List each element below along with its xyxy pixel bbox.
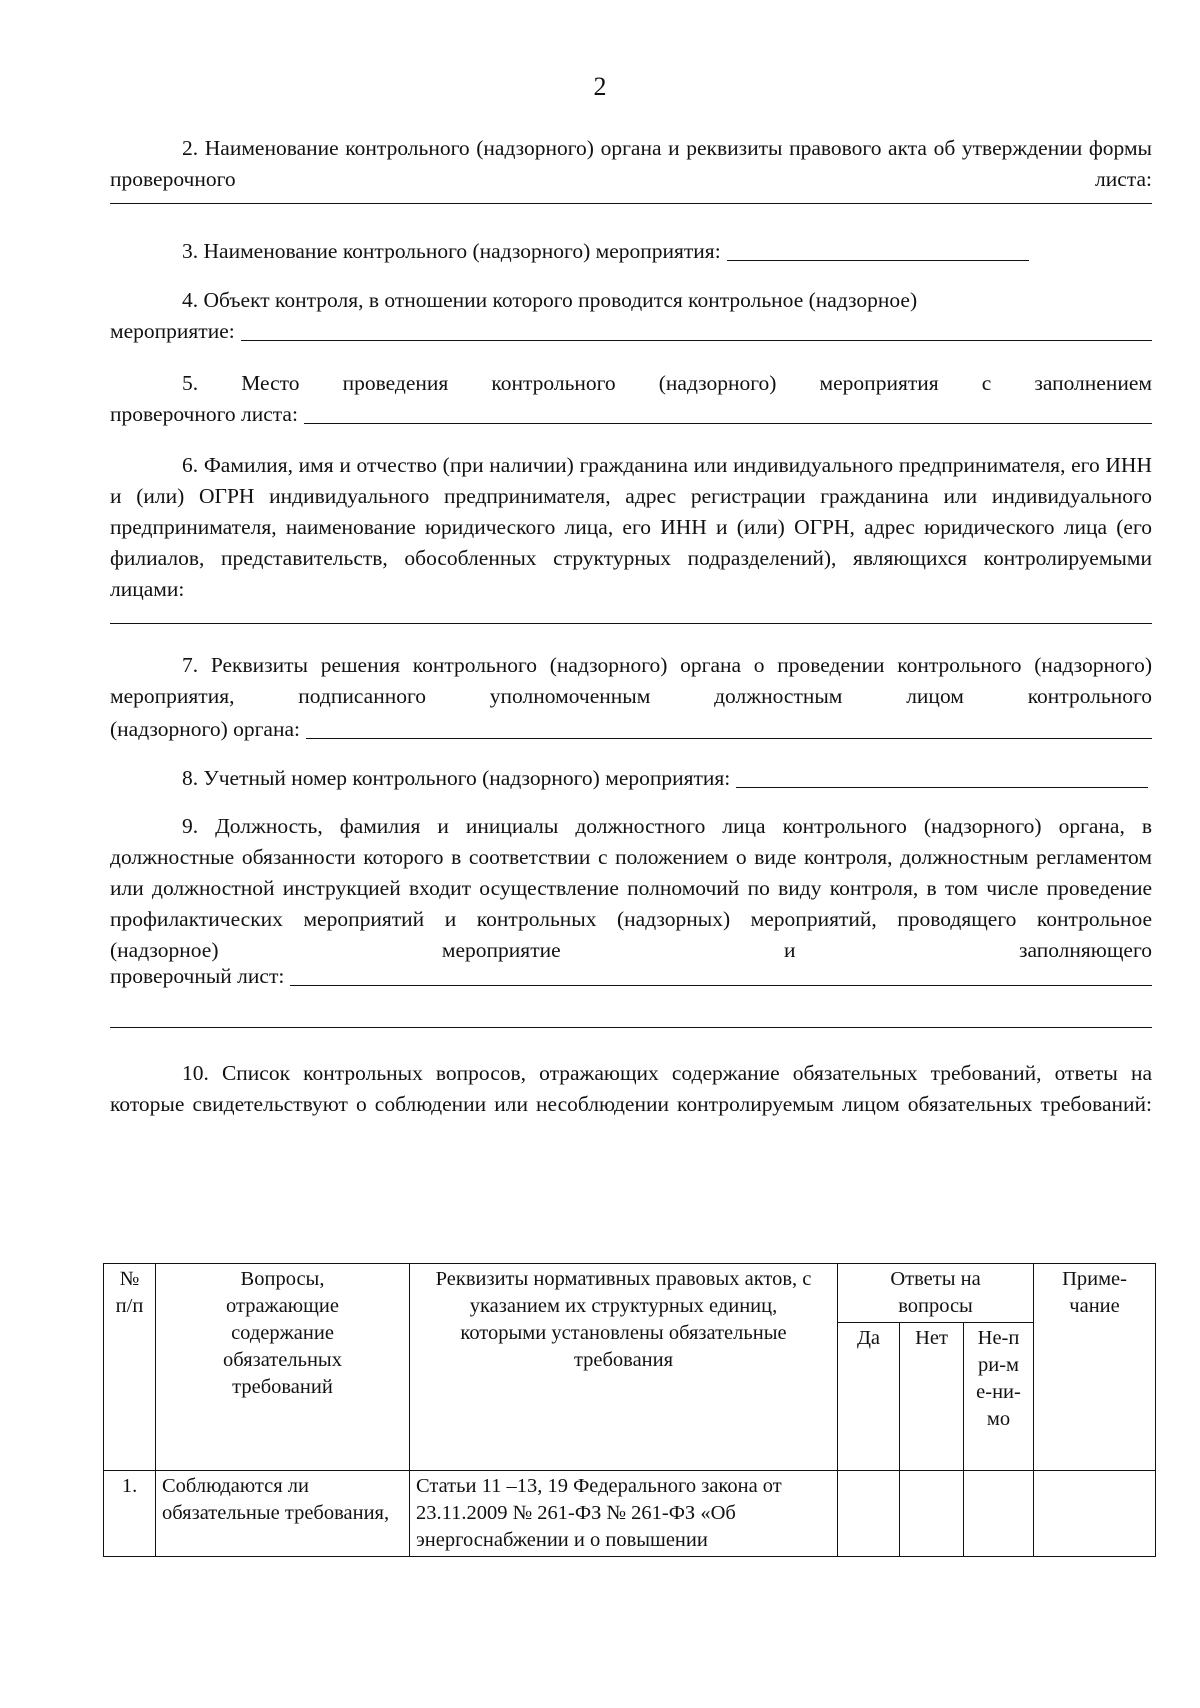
item-3-row — [110, 236, 1152, 267]
cell-not-applicable[interactable] — [964, 1471, 1034, 1557]
item-5-text: проверочного листа: — [110, 402, 298, 426]
cell-yes[interactable] — [838, 1471, 900, 1557]
header-answers: Ответы на вопросы — [838, 1264, 1034, 1323]
item-4-text: мероприятие: — [110, 319, 235, 343]
table-header-row-1 — [104, 1264, 1156, 1323]
item-9-fill-line — [290, 984, 1152, 986]
header-questions: Вопросы, отражающие содержание обязательных требований — [156, 1264, 410, 1471]
item-7-last-row — [110, 714, 1152, 745]
item-9-last-text: проверочный лист: — [110, 964, 285, 988]
item-4-line2-row — [110, 316, 1152, 347]
item-10-text: 10. Список контрольных вопросов, отражающих содержание обязательных требований, ответы на которые свидетельствуют о соблюдении или несоблюдении контролируемым лицом обязательных требований: — [110, 1061, 1152, 1116]
checklist-table — [103, 1263, 1156, 1557]
item-3-text: 3. Наименование контрольного (надзорного) мероприятия: — [182, 239, 721, 263]
item-3-fill-line — [727, 259, 1029, 261]
item-4-fill-line — [241, 339, 1152, 341]
header-not-applicable: Не-при-ме-ни-мо — [964, 1323, 1034, 1471]
item-5-line2-row — [110, 399, 1152, 430]
item-7-text: 7. Реквизиты решения контрольного (надзорного) органа о проведении контрольного (надзорного) мероприятия, подписанного уполномоченным должностным лицом контрольного — [110, 653, 1152, 708]
cell-question: Соблюдаются ли обязательные требования, — [156, 1471, 410, 1557]
header-num: № п/п — [104, 1264, 156, 1471]
cell-no[interactable] — [900, 1471, 964, 1557]
item-7-fill-line — [306, 737, 1152, 739]
header-requisites: Реквизиты нормативных правовых актов, с указанием их структурных единиц, которыми установлены обязательные требования — [410, 1264, 838, 1471]
item-9-last-row — [110, 961, 1152, 992]
item-8-row — [110, 763, 1148, 794]
cell-note[interactable] — [1034, 1471, 1156, 1557]
table-row — [104, 1471, 1156, 1557]
fill-line-item-2 — [110, 203, 1152, 204]
item-6-text: 6. Фамилия, имя и отчество (при наличии) гражданина или индивидуального предпринимателя, его ИНН и (или) ОГРН индивидуального предпринимателя, адрес регистрации гражданина или индивидуального предпринимателя, наименование юридического лица, его ИНН и (или) ОГРН, адрес юридического лица (его филиалов, представительств, обособленных структурных подразделений), являющихся контролируемыми лицами: — [110, 453, 1152, 601]
cell-num: 1. — [104, 1471, 156, 1557]
header-note: Приме-чание — [1034, 1264, 1156, 1471]
item-2-text: 2. Наименование контрольного (надзорного) органа и реквизиты правового акта об утверждении формы проверочного листа: — [110, 136, 1152, 191]
item-4-line1: 4. Объект контроля, в отношении которого проводится контрольное (надзорное) — [182, 288, 918, 312]
item-5-line1: 5. Место проведения контрольного (надзорного) мероприятия с заполнением — [182, 371, 1152, 395]
item-8-fill-line — [736, 786, 1148, 788]
fill-line-item-9 — [110, 1027, 1152, 1028]
item-8-text: 8. Учетный номер контрольного (надзорного) мероприятия: — [182, 766, 731, 790]
item-7-last-text: (надзорного) органа: — [110, 717, 300, 741]
fill-line-item-6 — [110, 623, 1152, 624]
page-number: 2 — [593, 72, 607, 101]
cell-requisites: Статьи 11 –13, 19 Федерального закона от 23.11.2009 № 261-ФЗ № 261-ФЗ «Об энергоснабжении и о повышении — [410, 1471, 838, 1557]
header-no: Нет — [900, 1323, 964, 1471]
header-yes: Да — [838, 1323, 900, 1471]
item-9-text: 9. Должность, фамилия и инициалы должностного лица контрольного (надзорного) органа, в должностные обязанности которого в соответствии с положением о виде контроля, должностным регламентом или должностной инструкцией входит осуществление полномочий по виду контроля, в том числе проведение профилактических мероприятий и контрольных (надзорных) мероприятий, проводящего контрольное (надзорное) мероприятие и заполняющего — [110, 814, 1152, 962]
item-5-fill-line — [304, 422, 1152, 424]
